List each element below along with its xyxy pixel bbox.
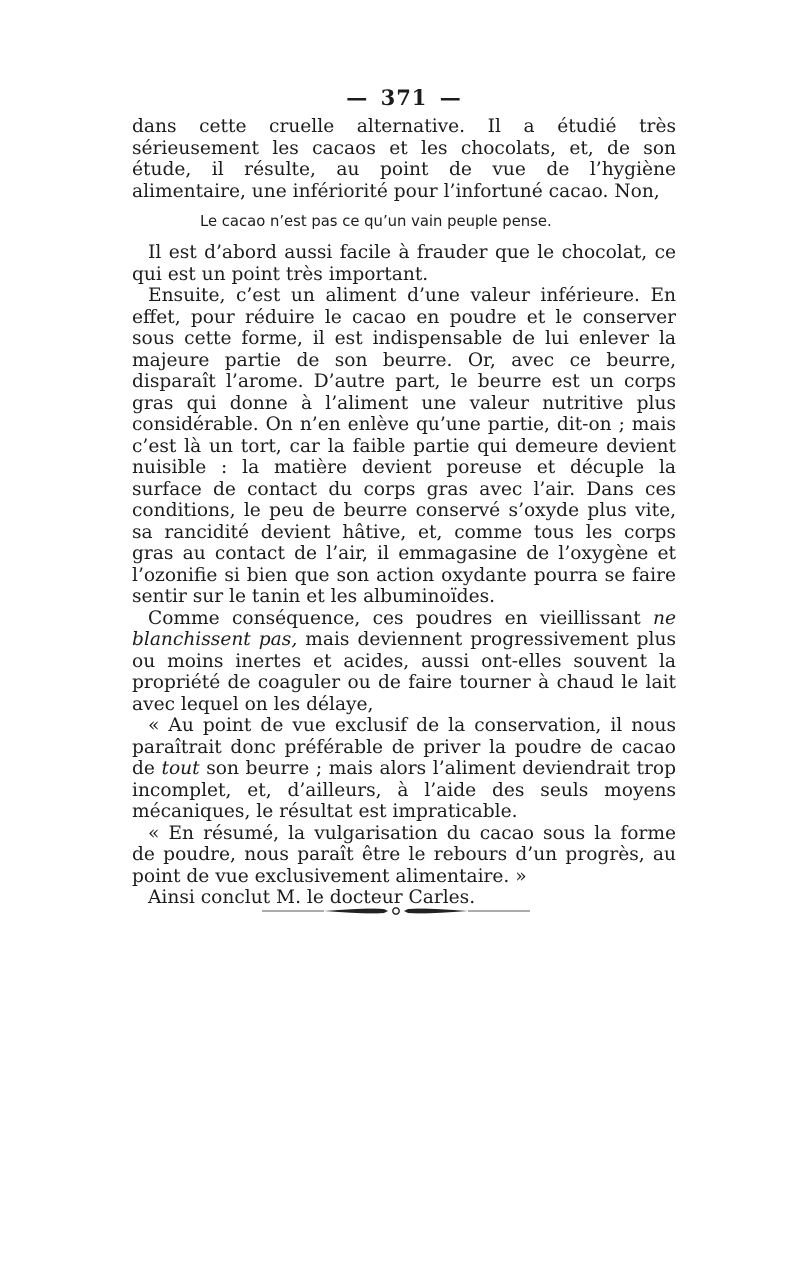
- paragraph-1: dans cette cruelle alternative. Il a étudié très sérieusement les cacaos et les chocolats, et, de son étude, il résulte, au point de vue de l’hygiène alimentaire, une infériorité pour l’infortuné cacao. Non,: [132, 116, 676, 202]
- paragraph-5-italic: tout: [161, 758, 200, 779]
- paragraph-2: Il est d’abord aussi facile à frauder que le chocolat, ce qui est un point très important.: [132, 242, 676, 285]
- paragraph-4: [132, 608, 676, 716]
- paragraph-4-text-a: Comme conséquence, ces poudres en vieillissant: [148, 607, 654, 629]
- folio-dash-left: —: [346, 85, 369, 110]
- paragraph-5-text-a: « Au point de vue exclusif de la conservation, il nous paraîtrait donc préférable de priver la poudre de cacao de: [132, 715, 676, 779]
- book-page: [132, 84, 676, 909]
- paragraph-5-text-b: son beurre ; mais alors l’aliment deviendrait trop incomplet, et, d’ailleurs, à l’aide des seuls moyens mécaniques, le résultat est impraticable.: [132, 758, 676, 822]
- paragraph-4-italic: ne blanchissent pas,: [132, 607, 676, 650]
- paragraph-4-text-b: mais deviennent progressivement plus ou moins inertes et acides, aussi ont-elles souvent la propriété de coaguler ou de faire tourner à chaud le lait avec lequel on les délaye,: [132, 629, 676, 715]
- paragraph-3: Ensuite, c’est un aliment d’une valeur inférieure. En effet, pour réduire le cacao en poudre et le conserver sous cette forme, il est indispensable de lui enlever la majeure partie de son beurre. Or, avec ce beurre, disparaît l’arome. D’autre part, le beurre est un corps gras qui donne à l’aliment une valeur nutritive plus considérable. On n’en enlève qu’une partie, dit-on ; mais c’est là un tort, car la faible partie qui demeure devient nuisible : la matière devient poreuse et décuple la surface de contact du corps gras avec l’air. Dans ces conditions, le peu de beurre conservé s’oxyde plus vite, sa rancidité devient hâtive, et, comme tous les corps gras au contact de l’air, il emmagasine de l’oxygène et l’ozonifie si bien que son action oxydante pourra se faire sentir sur le tanin et les albuminoïdes.: [132, 285, 676, 607]
- end-ornament-icon: [262, 904, 530, 918]
- paragraph-5: [132, 715, 676, 823]
- paragraph-7: Ainsi conclut M. le docteur Carles.: [148, 887, 476, 908]
- page-header: [132, 84, 676, 112]
- paragraph-6: « En résumé, la vulgarisation du cacao sous la forme de poudre, nous paraît être le rebours d’un progrès, au point de vue exclusivement alimentaire. »: [132, 822, 676, 887]
- folio-dash-right: —: [439, 85, 462, 110]
- page-number: 371: [380, 85, 428, 110]
- quoted-verse: Le cacao n’est pas ce qu’un vain peuple pense.: [200, 213, 552, 230]
